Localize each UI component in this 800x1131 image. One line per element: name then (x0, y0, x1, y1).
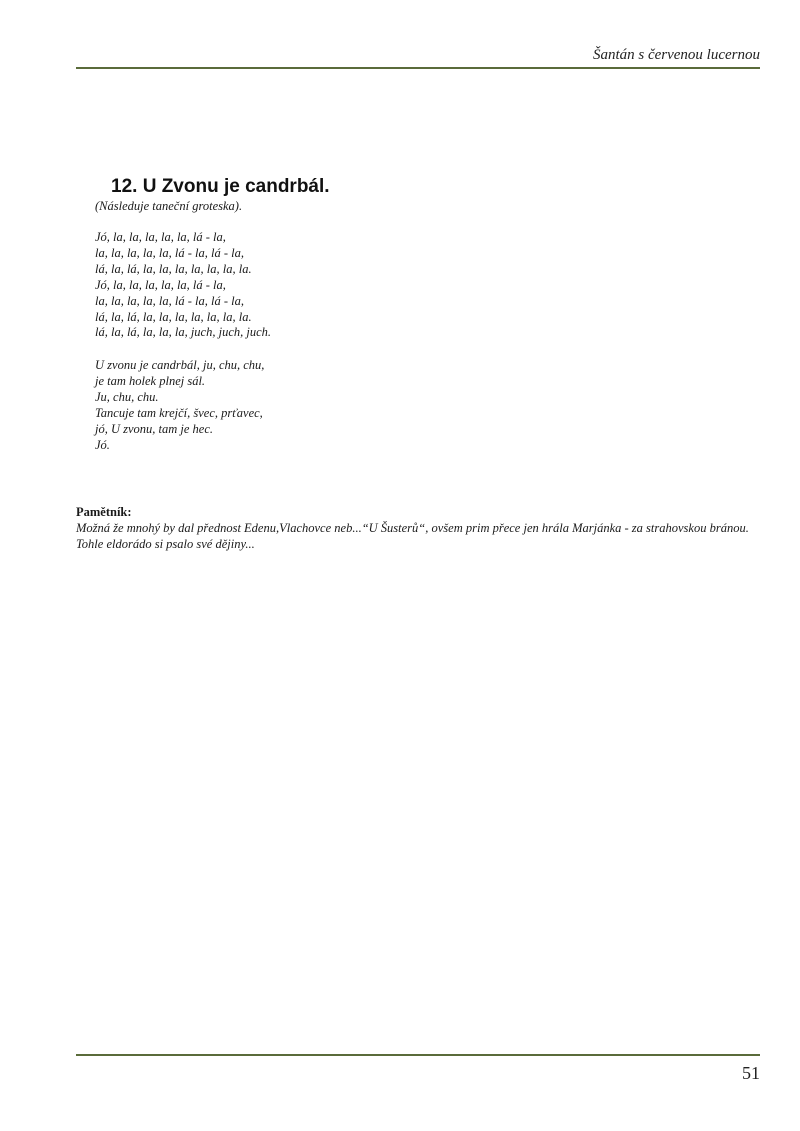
lyric-line: Jó, la, la, la, la, la, lá - la, (95, 230, 226, 244)
note-label: Pamětník: (76, 505, 132, 519)
stanza-1 (95, 230, 271, 341)
lyric-line: lá, la, lá, la, la, la, la, la, la, la. (95, 261, 252, 276)
lyric-line: Tancuje tam krejčí, švec, prťavec, (95, 405, 263, 420)
lyric-line: lá, la, lá, la, la, la, juch, juch, juch. (95, 325, 272, 340)
running-head-title: Šantán s červenou lucernou (592, 47, 760, 63)
song-subtitle: (Následuje taneční groteska). (95, 199, 243, 213)
lyric-line: Ju, chu, chu. (95, 389, 159, 404)
lyric-line: la, la, la, la, la, lá - la, lá - la, (95, 293, 244, 308)
stanza-2 (95, 358, 264, 453)
lyric-line: U zvonu je candrbál, ju, chu, chu, (95, 358, 265, 372)
lyric-line: jó, U zvonu, tam je hec. (95, 421, 214, 436)
note-line: Možná že mnohý by dal přednost Edenu,Vlachovce neb...“U Šusterů“, ovšem prim přece jen hrála Marjánka - za strahovskou bránou. (76, 521, 749, 535)
lyric-line: Jó. (95, 437, 110, 452)
song-title: 12. U Zvonu je candrbál. (111, 176, 330, 197)
footer-rule (76, 1054, 760, 1056)
note-body (76, 520, 776, 552)
lyric-line: la, la, la, la, la, lá - la, lá - la, (95, 245, 244, 260)
lyric-line: je tam holek plnej sál. (95, 373, 206, 388)
note-line: Tohle eldorádo si psalo své dějiny... (76, 537, 255, 551)
lyric-line: lá, la, lá, la, la, la, la, la, la, la. (95, 309, 252, 324)
header-rule (76, 67, 760, 69)
lyric-line: Jó, la, la, la, la, la, lá - la, (95, 277, 226, 292)
page-number: 51 (742, 1063, 760, 1083)
